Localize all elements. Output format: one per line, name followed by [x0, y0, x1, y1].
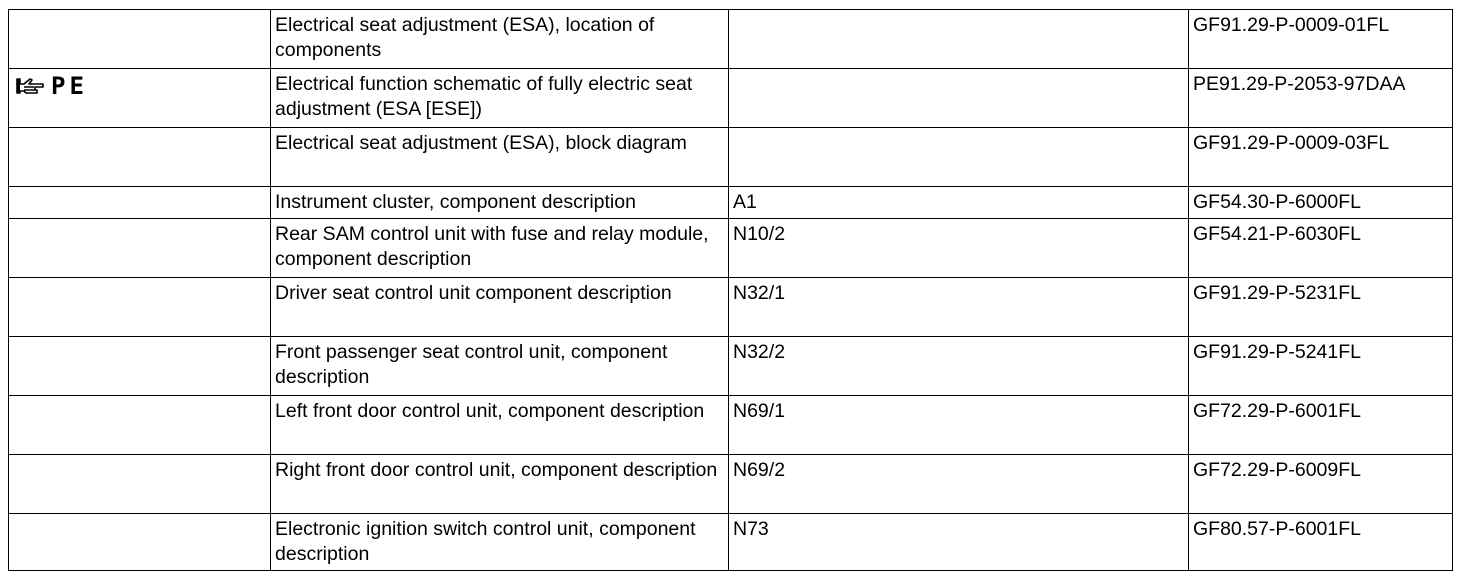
marker-cell: [9, 219, 271, 278]
document-number-cell[interactable]: GF54.30-P-6000FL: [1189, 187, 1453, 219]
component-code-cell: [729, 128, 1189, 187]
marker-cell: [9, 396, 271, 455]
marker-cell: [9, 278, 271, 337]
component-code-cell: N69/1: [729, 396, 1189, 455]
component-code-cell: N32/1: [729, 278, 1189, 337]
document-title-cell: Electrical seat adjustment (ESA), location of components: [271, 10, 729, 69]
marker-cell: [9, 69, 271, 128]
document-number-cell[interactable]: GF91.29-P-5231FL: [1189, 278, 1453, 337]
marker-cell: [9, 337, 271, 396]
marker-label: PE: [51, 72, 88, 100]
document-title-cell: Left front door control unit, component description: [271, 396, 729, 455]
table-row: [9, 128, 1453, 187]
table-row: [9, 10, 1453, 69]
pe-link-marker[interactable]: [15, 74, 88, 98]
document-number-cell[interactable]: PE91.29-P-2053-97DAA: [1189, 69, 1453, 128]
table-row: [9, 514, 1453, 571]
component-code-cell: [729, 69, 1189, 128]
marker-cell: [9, 187, 271, 219]
component-code-cell: [729, 10, 1189, 69]
component-code-cell: N32/2: [729, 337, 1189, 396]
table-row: [9, 455, 1453, 514]
reference-table: [8, 9, 1453, 571]
table-row: [9, 187, 1453, 219]
document-title-cell: Electrical seat adjustment (ESA), block diagram: [271, 128, 729, 187]
marker-cell: [9, 514, 271, 571]
component-code-cell: N10/2: [729, 219, 1189, 278]
component-code-cell: N73: [729, 514, 1189, 571]
document-title-cell: Instrument cluster, component description: [271, 187, 729, 219]
table-row: [9, 69, 1453, 128]
table-row: [9, 337, 1453, 396]
document-number-cell[interactable]: GF54.21-P-6030FL: [1189, 219, 1453, 278]
document-number-cell[interactable]: GF91.29-P-0009-03FL: [1189, 128, 1453, 187]
document-title-cell: Front passenger seat control unit, component description: [271, 337, 729, 396]
document-title-cell: Right front door control unit, component description: [271, 455, 729, 514]
document-number-cell[interactable]: GF91.29-P-5241FL: [1189, 337, 1453, 396]
document-number-cell[interactable]: GF72.29-P-6009FL: [1189, 455, 1453, 514]
table-row: [9, 396, 1453, 455]
document-title-cell: Rear SAM control unit with fuse and relay module, component description: [271, 219, 729, 278]
pointing-hand-icon: [15, 76, 45, 96]
marker-cell: [9, 10, 271, 69]
marker-cell: [9, 128, 271, 187]
document-number-cell[interactable]: GF80.57-P-6001FL: [1189, 514, 1453, 571]
marker-cell: [9, 455, 271, 514]
table-row: [9, 219, 1453, 278]
document-title-cell: Electrical function schematic of fully electric seat adjustment (ESA [ESE]): [271, 69, 729, 128]
document-title-cell: Driver seat control unit component description: [271, 278, 729, 337]
table-row: [9, 278, 1453, 337]
component-code-cell: A1: [729, 187, 1189, 219]
component-code-cell: N69/2: [729, 455, 1189, 514]
document-number-cell[interactable]: GF72.29-P-6001FL: [1189, 396, 1453, 455]
document-title-cell: Electronic ignition switch control unit, component description: [271, 514, 729, 571]
document-number-cell[interactable]: GF91.29-P-0009-01FL: [1189, 10, 1453, 69]
